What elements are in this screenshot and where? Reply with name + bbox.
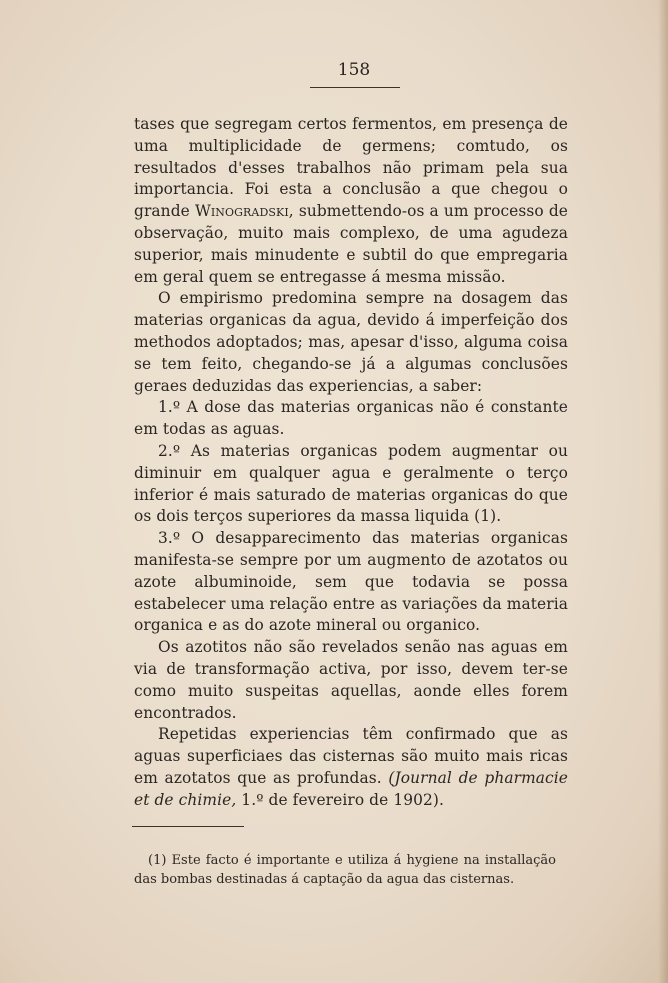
- paragraph-7: [134, 724, 568, 811]
- paragraph-4: 2.º As materias organicas podem augmentar ou diminuir em qualquer agua e geralmente o terço inferior é mais saturado de materias organicas do que os dois terços superiores da massa liquida (1).: [134, 441, 568, 526]
- paragraph-7-text-a: Repetidas experiencias têm confirmado que as aguas superficiaes das cisternas são muito mais ricas em azotatos que as profundas.: [134, 725, 568, 787]
- body-text: [134, 114, 568, 812]
- paragraph-5: 3.º O desapparecimento das materias organicas manifesta-se sempre por um augmento de azotatos ou azote albuminoide, sem que todavia se possa estabelecer uma relação entre as variações da materia organica e as do azote mineral ou organico.: [134, 529, 568, 635]
- paragraph-6: Os azotitos não são revelados senão nas aguas em via de transformação activa, por isso, devem ter-se como muito suspeitas aquellas, aonde elles forem encontrados.: [134, 638, 568, 722]
- paragraph-7-text-b: 1.º de fevereiro de 1902).: [236, 790, 444, 809]
- journal-citation: (Journal de pharmacie et de chimie,: [134, 768, 568, 809]
- paragraph-2: O empirismo predomina sempre na dosagem das materias organicas da agua, devido á imperfeição dos methodos adoptados; mas, apesar d'isso, alguma coisa se tem feito, chegando-se já a algumas conclusões geraes deduzidas das experiencias, a saber:: [134, 289, 568, 395]
- footnote-rule: [132, 826, 244, 827]
- author-name: Winogradski: [194, 202, 289, 221]
- header-rule: [310, 87, 400, 88]
- page-edge-shadow: [658, 0, 668, 983]
- paragraph-3: 1.º A dose das materias organicas não é constante em todas as aguas.: [134, 398, 568, 439]
- paragraph-1-text-b: , submettendo-os a um processo de observação, muito mais complexo, de uma agudeza superior, mais minudente e subtil do que empregaria em geral quem se entregasse á mesma missão.: [134, 202, 568, 286]
- paragraph-1-text-a: tases que segregam certos fermentos, em presença de uma multiplicidade de germens; comtudo, os resultados d'esses trabalhos não primam pela sua importancia. Foi esta a conclusão a que chegou o grande: [134, 115, 568, 221]
- page-number: 158: [337, 60, 371, 80]
- footnote: (1) Este facto é importante e utiliza á hygiene na installação das bombas destinadas á captação da agua das cisternas.: [134, 853, 556, 887]
- paragraph-1: [134, 114, 568, 288]
